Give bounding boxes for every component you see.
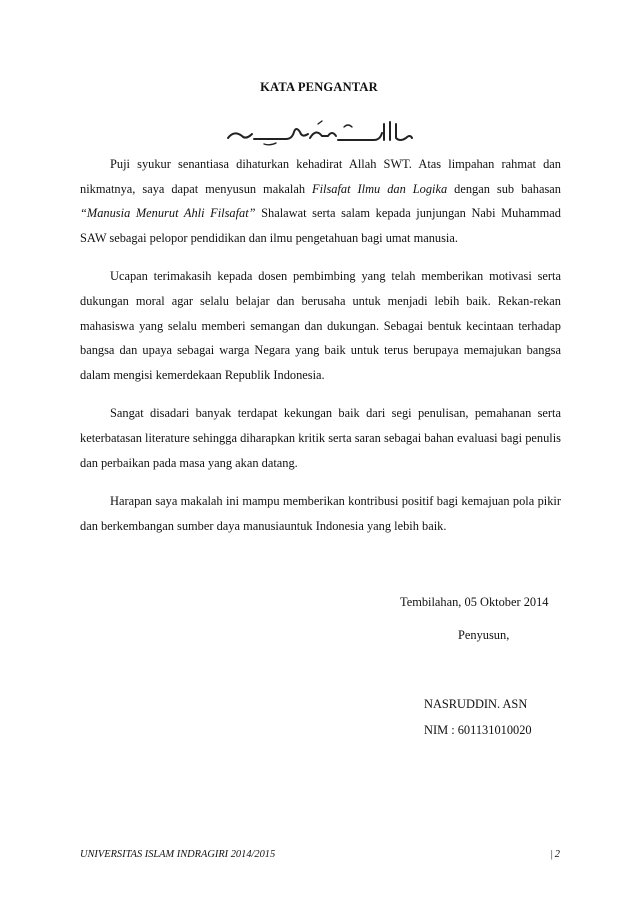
page-title: KATA PENGANTAR — [260, 80, 378, 94]
signature-nim: NIM : 601131010020 — [424, 723, 532, 737]
signature-role: Penyusun, — [458, 628, 510, 642]
signature-name: NASRUDDIN. ASN — [424, 697, 528, 711]
footer-institution: UNIVERSITAS ISLAM INDRAGIRI 2014/2015 — [80, 849, 276, 860]
basmalah-calligraphy-icon — [224, 118, 416, 148]
body-text — [80, 152, 561, 552]
paragraph-4: Harapan saya makalah ini mampu memberikan kontribusi positif bagi kemajuan pola pikir dan berkembangan sumber daya manusiauntuk Indonesia yang lebih baik. — [80, 494, 561, 533]
footer-page-number: | 2 — [550, 849, 560, 860]
paragraph-2: Ucapan terimakasih kepada dosen pembimbing yang telah memberikan motivasi serta dukungan moral agar selalu belajar dan berusaha untuk menjadi lebih baik. Rekan-rekan mahasiswa yang selalu memberi semangan dan dukungan. Sebagai bentuk kecintaan terhadap bangsa dan upaya sebagai warga Negara yang baik untuk terus berupaya memajukan bangsa dalam mengisi kemerdekaan Republik Indonesia. — [80, 269, 561, 382]
paragraph-1: Puji syukur senantiasa dihaturkan kehadirat Allah SWT. Atas limpahan rahmat dan nikmatnya, saya dapat menyusun makalah Filsafat Ilmu dan Logika dengan sub bahasan “Manusia Menurut Ahli Filsafat” Shalawat serta salam kepada junjungan Nabi Muhammad SAW sebagai pelopor pendidikan dan ilmu pengetahuan bagi umat manusia. — [80, 157, 561, 245]
paragraph-3: Sangat disadari banyak terdapat kekungan baik dari segi penulisan, pemahanan serta keterbatasan literature sehingga diharapkan kritik serta saran sebagai bahan evaluasi bagi penulis dan perbaikan pada masa yang akan datang. — [80, 406, 561, 470]
signature-place-date: Tembilahan, 05 Oktober 2014 — [400, 595, 549, 609]
